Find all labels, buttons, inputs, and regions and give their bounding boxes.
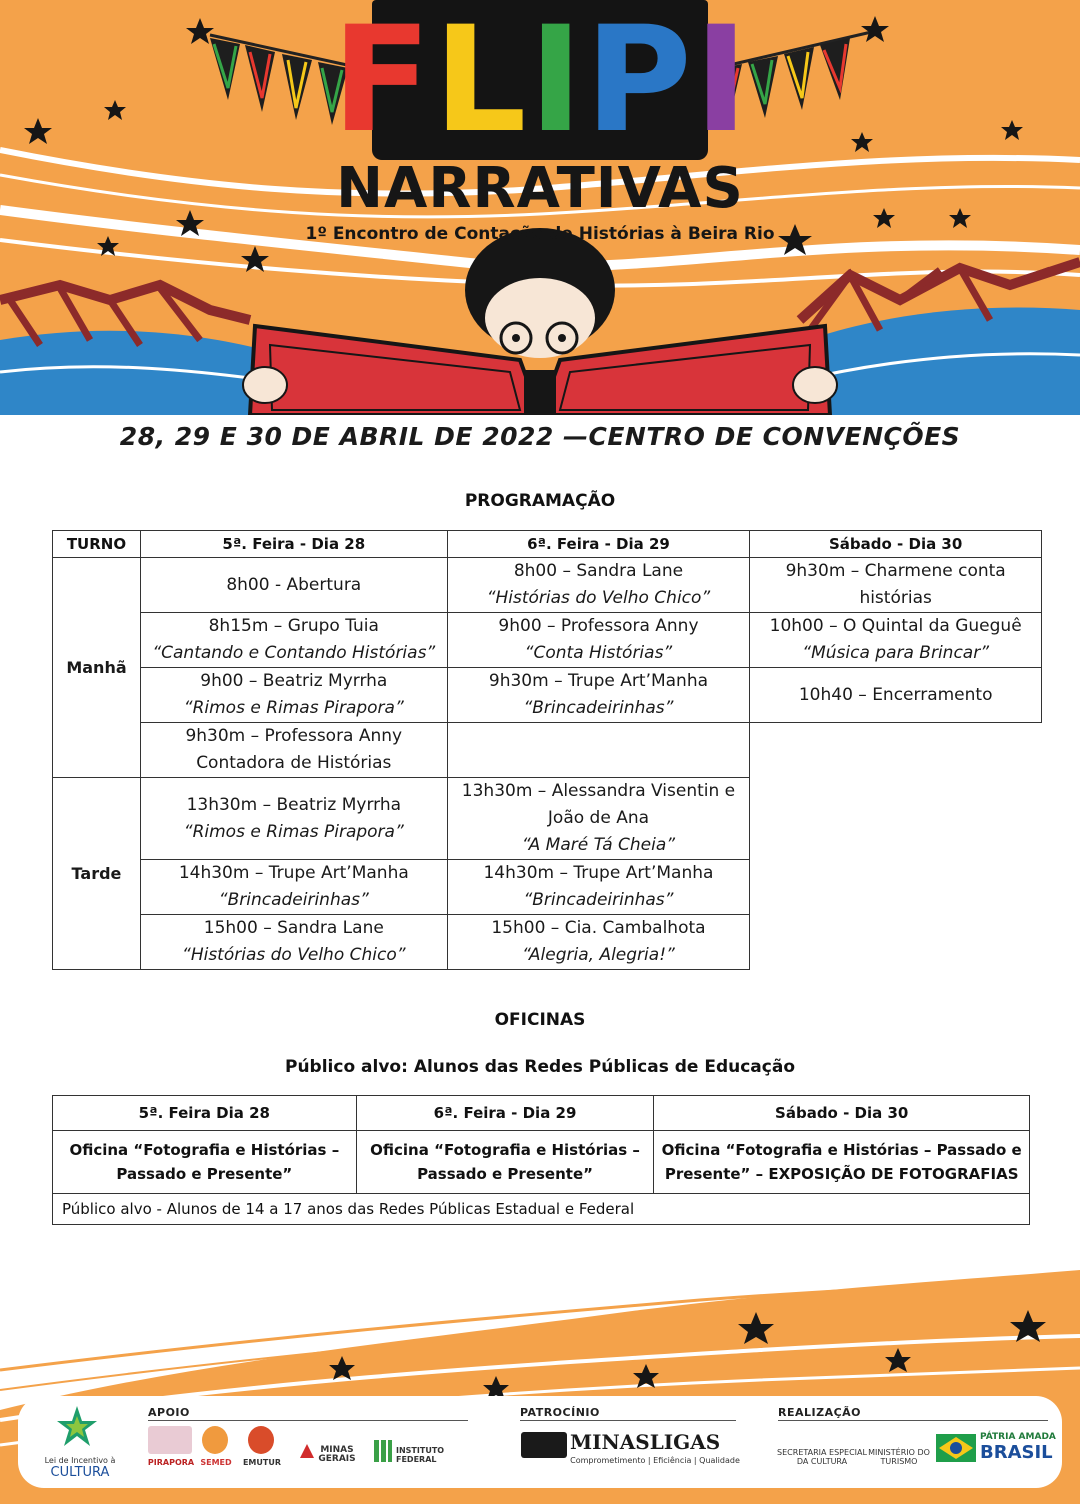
emutur-logo-icon <box>248 1426 274 1454</box>
patrocinio-label: PATROCÍNIO <box>520 1406 600 1419</box>
realizacao-label: REALIZAÇÃO <box>778 1406 862 1419</box>
minasligas-tagline: Comprometimento | Eficiência | Qualidade <box>570 1456 740 1465</box>
table-cell: Oficina “Fotografia e Histórias – Passado e Presente” – EXPOSIÇÃO DE FOTOGRAFIAS <box>654 1131 1030 1194</box>
patrocinio-divider <box>520 1420 736 1421</box>
festival-tagline: 1º Encontro de Contação de Histórias à Beira Rio <box>305 224 775 244</box>
instituto-federal-text: INSTITUTO FEDERAL <box>396 1446 445 1464</box>
minas-gerais-triangle-icon <box>300 1444 314 1458</box>
logo-letter-i2: I <box>693 0 749 165</box>
table-row <box>53 915 1042 970</box>
table-row <box>53 668 1042 723</box>
header-dia-29: 6ª. Feira - Dia 29 <box>447 531 750 558</box>
table-row <box>53 778 1042 860</box>
event-date-line: 28, 29 E 30 DE ABRIL DE 2022 —CENTRO DE CONVENÇÕES <box>119 422 961 451</box>
brasil-flag-icon <box>936 1434 976 1462</box>
table-cell: 9h00 – Beatriz Myrrha “Rimos e Rimas Pirapora” <box>140 668 447 723</box>
blank-cell <box>750 723 1042 778</box>
semed-logo-text: SEMED <box>200 1458 232 1467</box>
table-row <box>53 558 1042 613</box>
oficinas-note: Público alvo - Alunos de 14 a 17 anos das Redes Públicas Estadual e Federal <box>53 1194 1030 1225</box>
header-dia-28: 5ª. Feira - Dia 28 <box>140 531 447 558</box>
header-dia-30: Sábado - Dia 30 <box>750 531 1042 558</box>
logo-letter-l: L <box>433 0 527 165</box>
table-cell: Oficina “Fotografia e Histórias – Passado e Presente” <box>53 1131 357 1194</box>
table-cell: Oficina “Fotografia e Histórias – Passado e Presente” <box>356 1131 654 1194</box>
flipi-logo <box>331 0 749 165</box>
table-cell: 9h30m – Charmene conta histórias <box>750 558 1042 613</box>
realizacao-divider <box>778 1420 1048 1421</box>
table-cell: 9h30m – Professora Anny Contadora de Histórias <box>140 723 447 778</box>
sponsor-logo-bar <box>18 1396 1062 1488</box>
lei-incentivo-cultura: CULTURA <box>50 1465 110 1480</box>
table-cell: 8h15m – Grupo Tuia “Cantando e Contando Histórias” <box>140 613 447 668</box>
header-turno: TURNO <box>53 531 141 558</box>
pirapora-logo-icon <box>148 1426 192 1454</box>
table-cell: 13h30m – Alessandra Visentin e João de Ana “A Maré Tá Cheia” <box>447 778 750 860</box>
table-cell-empty <box>447 723 750 778</box>
instituto-federal-icon <box>374 1440 392 1462</box>
apoio-divider <box>148 1420 468 1421</box>
table-header-row <box>53 531 1042 558</box>
oficinas-table <box>52 1095 1030 1225</box>
semed-logo-icon <box>202 1426 228 1454</box>
table-cell: 8h00 – Sandra Lane “Histórias do Velho Chico” <box>447 558 750 613</box>
programacao-table <box>52 530 1042 970</box>
secretaria-cultura-text: SECRETARIA ESPECIAL DA CULTURA <box>777 1448 867 1466</box>
minasligas-logo-text: MINASLIGAS <box>570 1430 721 1454</box>
header-dia-28: 5ª. Feira Dia 28 <box>53 1096 357 1131</box>
blank-cell <box>750 778 1042 860</box>
blank-cell <box>750 860 1042 915</box>
table-cell: 15h00 – Sandra Lane “Histórias do Velho Chico” <box>140 915 447 970</box>
apoio-label: APOIO <box>148 1406 190 1419</box>
header-dia-29: 6ª. Feira - Dia 29 <box>356 1096 654 1131</box>
ministerio-turismo-text: MINISTÉRIO DO TURISMO <box>868 1448 930 1466</box>
table-cell: 14h30m – Trupe Art’Manha “Brincadeirinhas” <box>140 860 447 915</box>
logo-letter-i: I <box>528 0 583 165</box>
emutur-logo-text: EMUTUR <box>242 1458 282 1467</box>
table-cell: 10h40 – Encerramento <box>750 668 1042 723</box>
table-cell: 13h30m – Beatriz Myrrha “Rimos e Rimas Pirapora” <box>140 778 447 860</box>
minasligas-icon <box>521 1432 567 1458</box>
table-row <box>53 860 1042 915</box>
table-row <box>53 723 1042 778</box>
oficinas-title: OFICINAS <box>494 1010 586 1030</box>
logo-letter-f: F <box>331 0 432 165</box>
lei-incentivo-text: Lei de Incentivo à <box>44 1456 116 1465</box>
table-cell: 14h30m – Trupe Art’Manha “Brincadeirinhas” <box>447 860 750 915</box>
brasil-text: BRASIL <box>980 1442 1053 1463</box>
table-row <box>53 1194 1030 1225</box>
table-cell: 8h00 - Abertura <box>140 558 447 613</box>
table-cell: 9h30m – Trupe Art’Manha “Brincadeirinhas” <box>447 668 750 723</box>
festival-subtitle: NARRATIVAS <box>336 156 744 221</box>
patria-amada-text: PÁTRIA AMADA <box>980 1432 1056 1442</box>
festival-header <box>0 0 1080 415</box>
table-header-row <box>53 1096 1030 1131</box>
lei-incentivo-icon <box>54 1404 100 1450</box>
oficinas-audience: Público alvo: Alunos das Redes Públicas de Educação <box>284 1057 796 1077</box>
table-cell: 9h00 – Professora Anny “Conta Histórias” <box>447 613 750 668</box>
blank-cell <box>750 915 1042 970</box>
table-cell: 15h00 – Cia. Cambalhota “Alegria, Alegria!” <box>447 915 750 970</box>
turno-manha: Manhã <box>53 558 141 778</box>
turno-tarde: Tarde <box>53 778 141 970</box>
pirapora-logo-text: PIRAPORA <box>147 1458 195 1467</box>
programacao-title: PROGRAMAÇÃO <box>464 491 616 511</box>
logo-letter-p: P <box>584 0 692 165</box>
header-dia-30: Sábado - Dia 30 <box>654 1096 1030 1131</box>
minas-gerais-logo-text: MINAS GERAIS <box>318 1445 356 1464</box>
table-row <box>53 613 1042 668</box>
table-cell: 10h00 – O Quintal da Gueguê “Música para Brincar” <box>750 613 1042 668</box>
table-row <box>53 1131 1030 1194</box>
